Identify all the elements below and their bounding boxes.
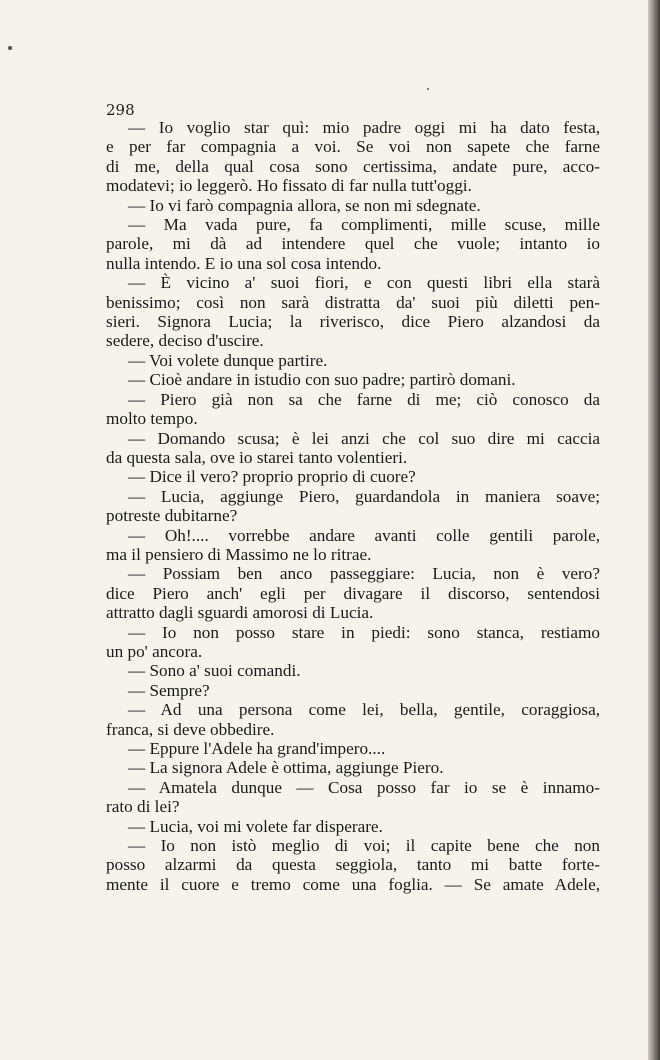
text-line: — È vicino a' suoi fiori, e con questi libri ella starà bbox=[128, 273, 600, 293]
text-line: potreste dubitarne? bbox=[106, 506, 238, 526]
text-line: parole, mi dà ad intendere quel che vuole; intanto io bbox=[106, 234, 600, 254]
text-line: molto tempo. bbox=[106, 409, 198, 429]
print-speck bbox=[427, 88, 429, 90]
text-line: — Sono a' suoi comandi. bbox=[128, 661, 301, 681]
text-line: di me, della qual cosa sono certissima, andate pure, acco- bbox=[106, 156, 600, 176]
text-line: — Domando scusa; è lei anzi che col suo dire mi caccia bbox=[128, 428, 600, 448]
text-line: e per far compagnia a voi. Se voi non sapete che farne bbox=[106, 137, 600, 157]
page-edge-shadow bbox=[648, 0, 660, 1060]
text-line: — Io vi farò compagnia allora, se non mi sdegnate. bbox=[128, 195, 481, 215]
text-line: — Cioè andare in istudio con suo padre; partirò domani. bbox=[128, 370, 516, 390]
page-number: 298 bbox=[106, 101, 135, 119]
text-line: — Io voglio star quì: mio padre oggi mi ha dato festa, bbox=[128, 118, 600, 137]
print-speck bbox=[8, 46, 12, 50]
text-line: — Dice il vero? proprio proprio di cuore? bbox=[128, 467, 416, 487]
text-line: benissimo; così non sarà distratta da' suoi più diletti pen- bbox=[106, 292, 600, 312]
text-line: ma il pensiero di Massimo ne lo ritrae. bbox=[106, 544, 372, 564]
text-line: sedere, deciso d'uscire. bbox=[106, 331, 264, 351]
text-line: — Possiam ben anco passeggiare: Lucia, non è vero? bbox=[128, 564, 600, 584]
text-line: — Lucia, voi mi volete far disperare. bbox=[128, 816, 383, 836]
text-line: — Voi volete dunque partire. bbox=[128, 350, 328, 370]
body-text bbox=[106, 118, 600, 894]
text-line: — Eppure l'Adele ha grand'impero.... bbox=[128, 739, 386, 758]
text-line: — Lucia, aggiunge Piero, guardandola in maniera soave; bbox=[128, 486, 600, 506]
text-line: modatevi; io leggerò. Ho fissato di far nulla tutt'oggi. bbox=[106, 176, 472, 196]
text-line: nulla intendo. E io una sol cosa intendo. bbox=[106, 253, 382, 273]
text-line: attratto dagli sguardi amorosi di Lucia. bbox=[106, 603, 374, 623]
text-line: mente il cuore e tremo come una foglia. — Se amate Adele, bbox=[106, 874, 600, 894]
text-line: — Io non posso stare in piedi: sono stanca, restiamo bbox=[128, 622, 600, 642]
text-line: — La signora Adele è ottima, aggiunge Piero. bbox=[128, 758, 444, 778]
text-line: — Piero già non sa che farne di me; ciò conosco da bbox=[128, 389, 600, 409]
text-line: — Ma vada pure, fa complimenti, mille scuse, mille bbox=[128, 215, 600, 235]
text-line: rato di lei? bbox=[106, 797, 180, 817]
text-line: franca, si deve obbedire. bbox=[106, 719, 275, 739]
text-line: — Amatela dunque — Cosa posso far io se è innamo- bbox=[128, 777, 600, 797]
text-line: — Ad una persona come lei, bella, gentile, coraggiosa, bbox=[128, 700, 600, 720]
text-line: sieri. Signora Lucia; la riverisco, dice Piero alzandosi da bbox=[106, 312, 600, 332]
text-line: — Io non istò meglio di voi; il capite bene che non bbox=[128, 836, 600, 856]
text-line: dice Piero anch' egli per divagare il discorso, sentendosi bbox=[106, 583, 600, 603]
text-line: posso alzarmi da questa seggiola, tanto mi batte forte- bbox=[106, 855, 600, 875]
text-line: da questa sala, ove io starei tanto volentieri. bbox=[106, 447, 408, 467]
text-line: — Sempre? bbox=[128, 680, 210, 700]
text-line: un po' ancora. bbox=[106, 641, 203, 661]
text-line: — Oh!.... vorrebbe andare avanti colle gentili parole, bbox=[128, 525, 600, 545]
